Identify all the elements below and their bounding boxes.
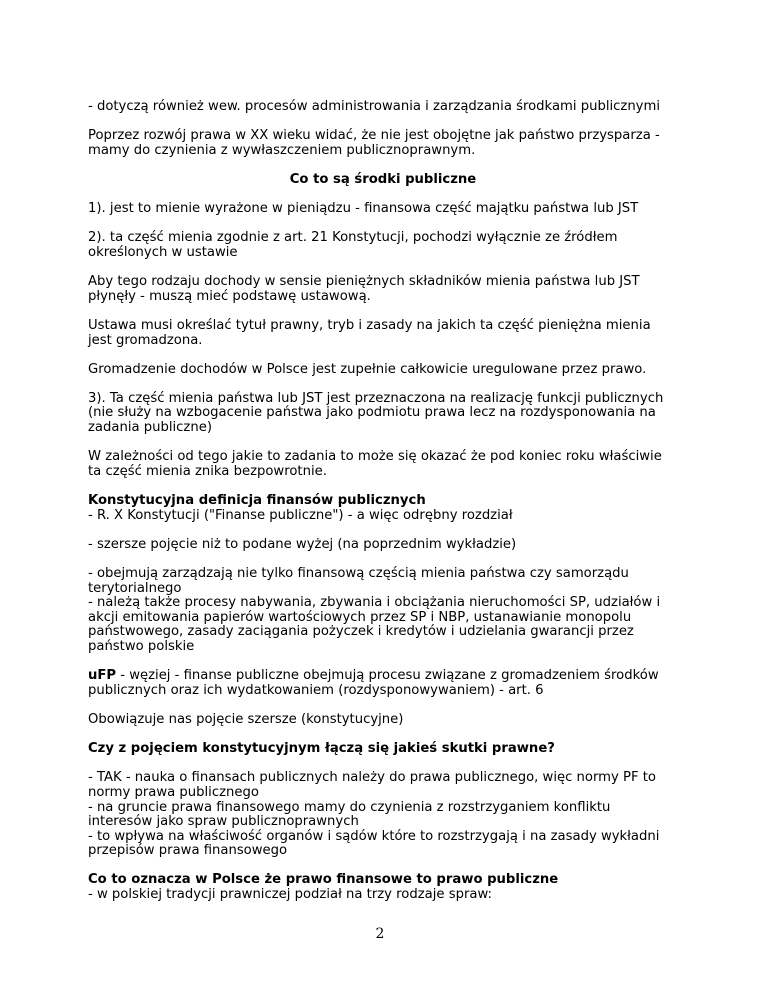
section-heading: Konstytucyjna definicja finansów publicznych: [88, 493, 426, 509]
paragraph: Ustawa musi określać tytuł prawny, tryb i zasady na jakich ta część pieniężna mienia jest gromadzona.: [88, 317, 651, 348]
paragraph: Aby tego rodzaju dochody w sensie pieniężnych składników mienia państwa lub JST płynęły - muszą mieć podstawę ustawową.: [88, 274, 640, 304]
paragraph: [88, 669, 678, 698]
paragraph-line: - to wpływa na właściwość organów i sądów które to rozstrzygają i na zasady wykładni przepisów prawa finansowego: [88, 828, 660, 859]
paragraph: - dotyczą również wew. procesów administrowania i zarządzania środkami publicznymi: [88, 99, 660, 114]
paragraph: 1). jest to mienie wyrażone w pieniądzu - finansowa część majątku państwa lub JST: [88, 201, 639, 217]
page-number: 2: [375, 926, 385, 942]
paragraph-block: [88, 771, 678, 859]
paragraph: Poprzez rozwój prawa w XX wieku widać, że nie jest obojętne jak państwo przysparza - mamy do czynienia z wywłaszczeniem publicznoprawnym.: [88, 128, 660, 158]
document-page: [88, 100, 678, 917]
paragraph: W zależności od tego jakie to zadania to może się okazać że pod koniec roku właściwie ta część mienia znika bezpowrotnie.: [88, 449, 662, 479]
paragraph: - szersze pojęcie niż to podane wyżej (na poprzednim wykładzie): [88, 536, 517, 552]
paragraph-line: - TAK - nauka o finansach publicznych należy do prawa publicznego, więc normy PF to normy prawa publicznego: [88, 770, 656, 800]
paragraph-text: - węziej - finanse publiczne obejmują procesu związane z gromadzeniem środków publicznych oraz ich wydatkowaniem (rozdysponowywaniem) - art. 6: [88, 668, 659, 698]
paragraph-block: [88, 494, 678, 523]
section-heading: Co to są środki publiczne: [289, 171, 477, 187]
paragraph-line: - w polskiej tradycji prawniczej podział na trzy rodzaje spraw:: [88, 887, 492, 903]
paragraph: Obowiązuje nas pojęcie szersze (konstytucyjne): [88, 711, 404, 727]
paragraph: Gromadzenie dochodów w Polsce jest zupełnie całkowicie uregulowane przez prawo.: [88, 361, 647, 377]
paragraph-line: - obejmują zarządzają nie tylko finansową częścią mienia państwa czy samorządu terytorialnego: [88, 566, 629, 596]
section-heading: Co to oznacza w Polsce że prawo finansowe to prawo publiczne: [88, 872, 559, 888]
section-heading: Czy z pojęciem konstytucyjnym łączą się jakieś skutki prawne?: [88, 741, 555, 757]
paragraph-block: [88, 873, 678, 902]
paragraph: 3). Ta część mienia państwa lub JST jest przeznaczona na realizację funkcji publicznych (nie służy na wzbogacenie państwa jako podmiotu prawa lecz na rozdysponowania na zadania publiczne): [88, 390, 664, 436]
paragraph-block: [88, 567, 678, 655]
paragraph: 2). ta część mienia zgodnie z art. 21 Konstytucji, pochodzi wyłącznie ze źródłem określonych w ustawie: [88, 230, 618, 260]
paragraph-line: - R. X Konstytucji ("Finanse publiczne") - a więc odrębny rozdział: [88, 507, 513, 523]
paragraph-line: - należą także procesy nabywania, zbywania i obciążania nieruchomości SP, udziałów i akcji emitowania papierów wartościowych przez SP i NBP, ustanawianie monopolu państwowego, zasady zaciągania pożyczek i kredytów i udzielania gwarancji przez państwo polskie: [88, 595, 661, 654]
paragraph-line: - na gruncie prawa finansowego mamy do czynienia z rozstrzyganiem konfliktu interesów jako spraw publicznoprawnych: [88, 799, 611, 830]
term-ufp: uFP: [88, 668, 117, 684]
